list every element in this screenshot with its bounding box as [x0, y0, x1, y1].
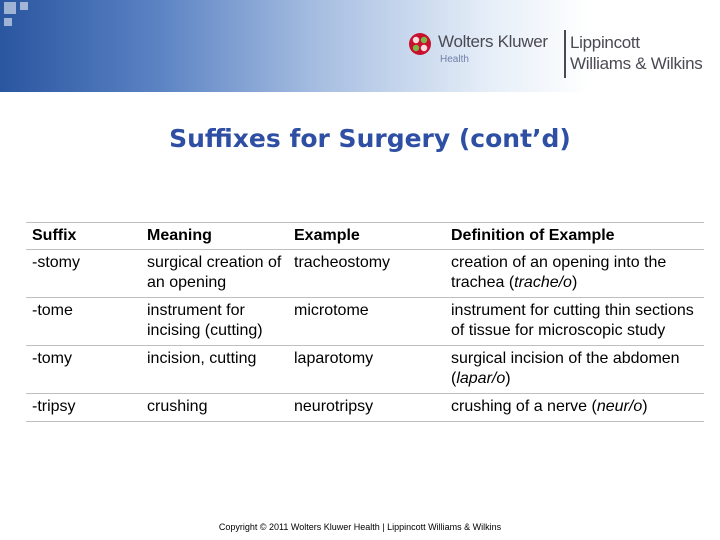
- definition-text: creation of an opening into the trachea (: [451, 254, 667, 291]
- cell-example: laparotomy: [288, 346, 445, 394]
- publisher-division: Health: [440, 54, 469, 65]
- definition-root: trache/o: [514, 274, 572, 291]
- cell-meaning: incision, cutting: [141, 346, 288, 394]
- definition-root: neur/o: [596, 398, 643, 415]
- definition-text: surgical incision of the abdomen (: [451, 350, 680, 387]
- cell-meaning: crushing: [141, 394, 288, 422]
- table-row: [26, 298, 704, 346]
- header-meaning: Meaning: [141, 223, 288, 250]
- copyright-footer: Copyright © 2011 Wolters Kluwer Health | Lippincott Williams & Wilkins: [218, 522, 502, 532]
- definition-close: ): [571, 274, 578, 291]
- slide-title: Suffixes for Surgery (cont’d): [169, 124, 571, 153]
- definition-text: crushing of a nerve (: [451, 398, 597, 415]
- table-header-row: [26, 223, 704, 250]
- cell-definition: [445, 298, 704, 346]
- cell-example: tracheostomy: [288, 250, 445, 298]
- logo-divider: [564, 30, 566, 78]
- table-row: [26, 394, 704, 422]
- suffix-table: [26, 222, 704, 422]
- cell-definition: [445, 346, 704, 394]
- cell-definition: [445, 394, 704, 422]
- cell-suffix: -tripsy: [26, 394, 141, 422]
- cell-definition: [445, 250, 704, 298]
- definition-close: ): [642, 398, 648, 415]
- definition-root: lapar/o: [456, 370, 506, 387]
- cell-example: neurotripsy: [288, 394, 445, 422]
- cell-suffix: -tome: [26, 298, 141, 346]
- cell-suffix: -stomy: [26, 250, 141, 298]
- wolters-kluwer-mark-icon: [408, 32, 432, 56]
- definition-close: ): [505, 370, 511, 387]
- header-definition: Definition of Example: [445, 223, 704, 250]
- table-row: [26, 346, 704, 394]
- imprint-name: [570, 32, 703, 74]
- imprint-line-2: Williams & Wilkins: [570, 54, 703, 73]
- definition-text: instrument for cutting thin sections of tissue for microscopic study: [451, 302, 694, 339]
- imprint-line-1: Lippincott: [570, 33, 640, 52]
- cell-example: microtome: [288, 298, 445, 346]
- header-example: Example: [288, 223, 445, 250]
- publisher-name: Wolters Kluwer: [438, 32, 548, 51]
- header-suffix: Suffix: [26, 223, 141, 250]
- cell-meaning: surgical creation of an opening: [141, 250, 288, 298]
- table-row: [26, 250, 704, 298]
- cell-meaning: instrument for incising (cutting): [141, 298, 288, 346]
- cell-suffix: -tomy: [26, 346, 141, 394]
